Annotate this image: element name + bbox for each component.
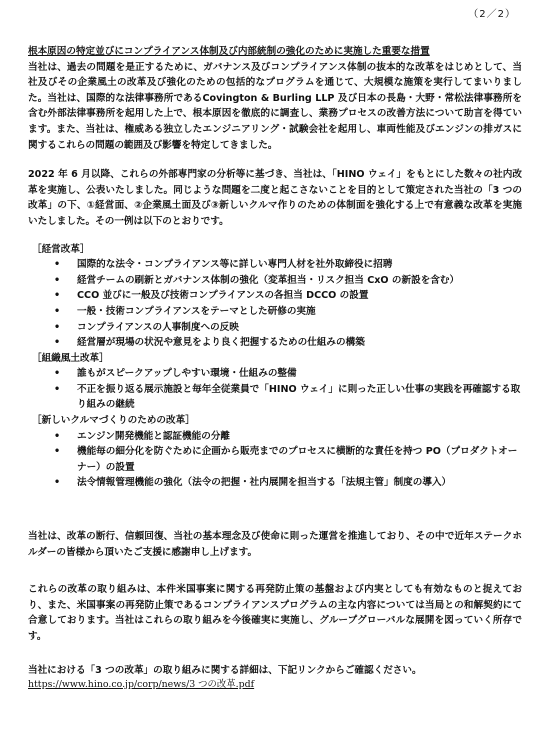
section-title-management: ［経営改革］ <box>32 243 90 255</box>
section-title-vehicle: ［新しいクルマづくりのための改革］ <box>32 415 195 427</box>
list-item: • CCO 並びに一般及び技術コンプライアンスの各担当 DCCO の設置 <box>28 288 522 304</box>
list-item: • 機能毎の細分化を防ぐために企画から販売までのプロセスに横断的な責任を持つ PO（プロダクトオーナー）の設置 <box>54 446 518 473</box>
section-heading: 根本原因の特定並びにコンプライアンス体制及び内部統制の強化のために実施した重要な措置 <box>28 46 430 57</box>
paragraph-measures-text: 当社は、過去の問題を是正するために、ガバナンス及びコンプライアンス体制の抜本的な改革をはじめとして、当社及びその企業風土の改革及び強化のための包括的なプログラムを通じて、大規模な施策を実行してまいりました。当社は、国際的な法律事務所であるCovington & Burling LLP 及び日本の長島・大野・常松法律事務所を含む外部法律事務所を起用した上で、根本原因を徹底的に調査し、業務プロセスの改善方法について助言を得ています。また、当社は、権威ある独立したエンジニアリング・試験会社を起用し、車両性能及びエンジンの排ガスに関するこれらの問題の範囲及び影響を特定してきました。 <box>28 61 522 151</box>
list-item: • 一般・技術コンプライアンスをテーマとした研修の実施 <box>28 304 522 320</box>
paragraph-measures <box>28 44 522 153</box>
paragraph-details: 当社における「3 つの改革」の取り組みに関する詳細は、下記リンクからご確認ください。 <box>28 664 422 676</box>
bullet-icon: • <box>54 305 61 317</box>
bullet-icon: • <box>54 430 61 442</box>
bullet-icon: • <box>54 290 61 302</box>
list-item: • 法令情報管理機能の強化（法令の把握・社内展開を担当する「法規主管」制度の導入） <box>28 475 522 491</box>
list-item: • エンジン開発機能と認証機能の分離 <box>28 429 522 445</box>
document-body <box>28 0 522 692</box>
bullet-icon: • <box>54 337 61 349</box>
bullet-icon: • <box>54 368 61 380</box>
list-item: • 経営層が現場の状況や意見をより良く把握するための仕組みの構築 <box>28 335 522 351</box>
list-culture <box>28 366 522 413</box>
page-number: （2／2） <box>468 9 516 20</box>
reforms-pdf-link[interactable]: https://www.hino.co.jp/corp/news/3 つの改革.pdf <box>28 679 255 691</box>
bullet-icon: • <box>54 259 61 271</box>
list-item: • 国際的な法令・コンプライアンス等に詳しい専門人材を社外取締役に招聘 <box>28 257 522 273</box>
list-vehicle <box>28 429 522 491</box>
list-item: • コンプライアンスの人事制度への反映 <box>28 320 522 336</box>
bullet-icon: • <box>54 321 61 333</box>
bullet-icon: • <box>54 477 61 489</box>
bullet-icon: • <box>54 383 61 395</box>
paragraph-gratitude: 当社は、改革の断行、信頼回復、当社の基本理念及び使命に則った運営を推進しており、その中で近年ステークホルダーの皆様から頂いたご支援に感謝申し上げます。 <box>28 531 522 558</box>
list-management <box>28 257 522 351</box>
paragraph-reforms-intro: 2022 年 6 月以降、これらの外部専門家の分析等に基づき、当社は、「HINO ウェイ」をもとにした数々の社内改革を実施し、公表いたしました。同じような問題を二度と起こさないことを目的として策定された当社の「3 つの改革」の下、①経営面、②企業風土面及び③新しいクルマ作りのための体制面を強化する上で有意義な改革を実施いたしました。その一例は以下のとおりです。 <box>28 169 522 227</box>
list-item: • 不正を振り返る展示施設と毎年全従業員で「HINO ウェイ」に則った正しい仕事の実践を再確認する取り組みの継続 <box>54 383 521 411</box>
bullet-icon: • <box>54 274 61 286</box>
reform-sections <box>28 242 522 492</box>
bullet-icon: • <box>54 446 61 458</box>
list-item: • 経営チームの刷新とガバナンス体制の強化（変革担当・リスク担当 CxO の新設を含む） <box>28 273 522 289</box>
paragraph-recurrence-prevention: これらの改革の取り組みは、本件米国事案に関する再発防止策の基盤および内実としても有効なものと捉えており、また、米国事案の再発防止策であるコンプライアンスプログラムの主な内容については当局との和解契約にて合意しております。当社はこれらの取り組みを今後確実に実施し、グループグローバルな展開を図っていく所存です。 <box>28 584 522 642</box>
section-title-culture: ［組織風土改革］ <box>32 352 109 364</box>
list-item: • 誰もがスピークアップしやすい環境・仕組みの整備 <box>28 366 522 382</box>
